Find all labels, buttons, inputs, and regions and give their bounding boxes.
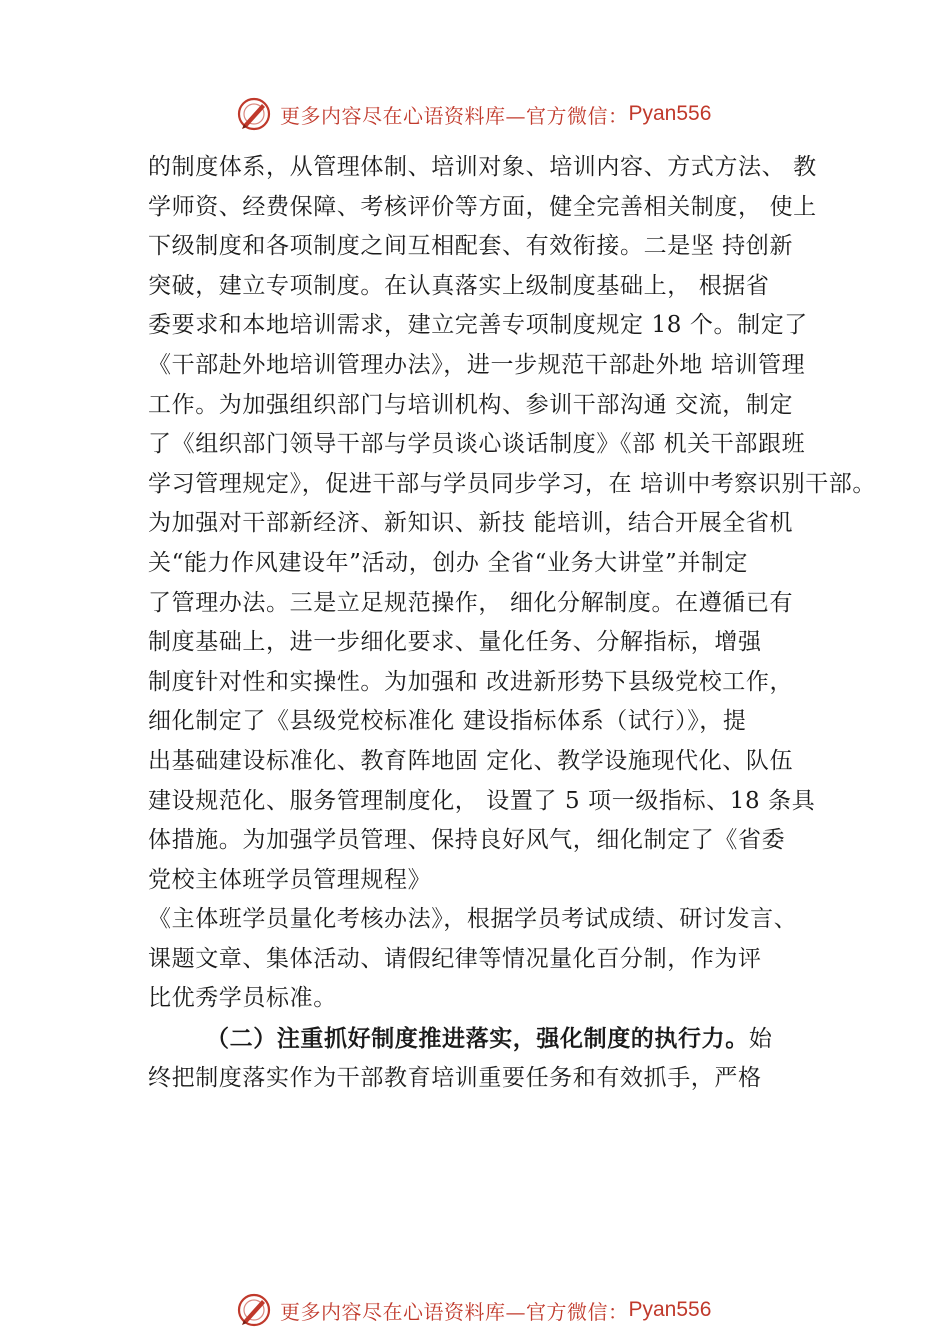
- wechat-id: Pyan556: [628, 1298, 712, 1321]
- section-heading-tail: 始: [748, 1026, 773, 1053]
- body-line: 制度针对性和实操性。为加强和 改进新形势下县级党校工作，: [148, 668, 794, 695]
- body-line: 比优秀学员标准。: [148, 985, 337, 1012]
- body-line: 细化制定了《县级党校标准化 建设指标体系（试行）》，提: [148, 708, 747, 735]
- body-line: 了管理办法。三是立足规范操作， 细化分解制度。在遵循已有: [148, 589, 794, 616]
- body-line: 了《组织部门领导干部与学员谈心谈话制度》《部 机关干部跟班: [148, 431, 806, 458]
- body-line: 学习管理规定》，促进干部与学员同步学习，在 培训中考察识别干部。: [148, 470, 877, 497]
- body-line: 党校主体班学员管理规程》: [148, 866, 432, 893]
- body-line: 委要求和本地培训需求，建立完善专项制度规定 18 个。制定了: [148, 312, 808, 339]
- pen-logo-icon: [236, 1292, 272, 1328]
- footer-banner: [236, 1290, 756, 1330]
- body-line: 终把制度落实作为干部教育培训重要任务和有效抓手，严格: [148, 1064, 762, 1091]
- section-heading: （二）注重抓好制度推进落实，强化制度的执行力。: [206, 1025, 749, 1053]
- body-line: 体措施。为加强学员管理、保持良好风气，细化制定了《省委: [148, 827, 786, 854]
- body-line: 制度基础上，进一步细化要求、量化任务、分解指标，增强: [148, 629, 762, 656]
- section-heading-line: [148, 1019, 848, 1059]
- body-line: 工作。为加强组织部门与培训机构、参训干部沟通 交流，制定: [148, 391, 794, 418]
- body-line: 《干部赴外地培训管理办法》，进一步规范干部赴外地 培训管理: [148, 351, 806, 378]
- body-line: 课题文章、集体活动、请假纪律等情况量化百分制，作为评: [148, 945, 762, 972]
- document-body: [148, 148, 877, 1098]
- body-line: 关“能力作风建设年”活动，创办 全省“业务大讲堂”并制定: [148, 549, 749, 576]
- body-line: 下级制度和各项制度之间互相配套、有效衔接。二是坚 持创新: [148, 233, 794, 260]
- header-banner: [236, 94, 756, 134]
- body-line: 出基础建设标准化、教育阵地固 定化、教学设施现代化、队伍: [148, 747, 794, 774]
- pen-logo-icon: [236, 96, 272, 132]
- banner-text: 更多内容尽在心语资料库—官方微信：: [280, 1299, 629, 1324]
- body-line: 《主体班学员量化考核办法》，根据学员考试成绩、研讨发言、: [148, 906, 798, 933]
- wechat-id: Pyan556: [628, 102, 712, 125]
- body-line: 建设规范化、服务管理制度化， 设置了 5 项一级指标、18 条具: [148, 787, 816, 814]
- body-line: 为加强对干部新经济、新知识、新技 能培训，结合开展全省机: [148, 510, 794, 537]
- banner-text: 更多内容尽在心语资料库—官方微信：: [280, 103, 629, 128]
- body-line: 的制度体系，从管理体制、培训对象、培训内容、方式方法、 教: [148, 154, 817, 180]
- body-line: 突破，建立专项制度。在认真落实上级制度基础上， 根据省: [148, 272, 770, 299]
- body-line: 学师资、经费保障、考核评价等方面，健全完善相关制度， 使上: [148, 193, 817, 220]
